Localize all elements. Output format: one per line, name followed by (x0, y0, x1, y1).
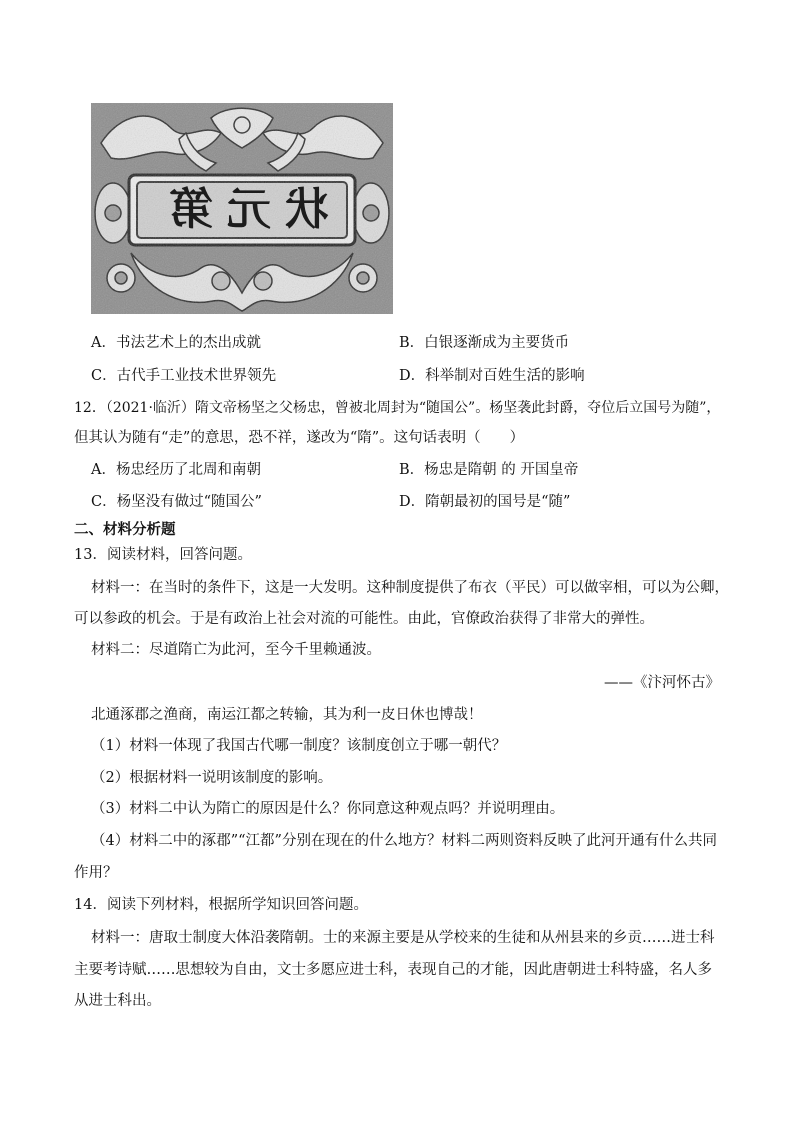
q12-option-c: C．杨坚没有做过“随国公” (91, 494, 262, 510)
q13-stem: 13．阅读材料，回答问题。 (74, 547, 252, 563)
section-title: 二、材料分析题 (74, 521, 176, 538)
q12-option-d: D．隋朝最初的国号是“随” (399, 494, 571, 510)
q13-subquestion-4-line2: 作用？ (74, 865, 118, 881)
q14-material1-line2: 主要考诗赋……思想较为自由，文士多愿应进士科，表现自己的才能，因此唐朝进士科特盛，名人多 (74, 962, 712, 978)
q13-subquestion-1: （1）材料一体现了我国古代哪一制度？该制度创立于哪一朝代？ (91, 738, 507, 754)
q14-material1-line3: 从进士科出。 (74, 993, 161, 1009)
q11-option-b: B．白银逐渐成为主要货币 (399, 335, 570, 351)
q13-material1-line1: 材料一：在当时的条件下，这是一大发明。这种制度提供了布衣（平民）可以做宰相，可以为公卿， (91, 580, 729, 596)
q13-material1-line2: 可以参政的机会。于是有政治上社会对流的可能性。由此，官僚政治获得了非常大的弹性。 (74, 611, 654, 627)
q13-material2-line1: 材料二：尽道隋亡为此河，至今千里赖通波。 (91, 642, 381, 658)
plaque-text: 状元第 (155, 184, 329, 235)
q12-stem-line1: 12．（2021·临沂）隋文帝杨坚之父杨忠，曾被北周封为“随国公”。杨坚袭此封爵，夺位后立国号为随”， (74, 400, 721, 416)
q13-subquestion-3: （3）材料二中认为隋亡的原因是什么？你同意这种观点吗？并说明理由。 (91, 801, 565, 817)
q13-material2-line2: 北通涿郡之渔商，南运江都之转输，其为利一皮日休也博哉！ (91, 707, 483, 723)
q11-option-d: D．科举制对百姓生活的影响 (399, 368, 585, 384)
q11-option-a: A．书法艺术上的杰出成就 (91, 335, 261, 351)
q14-stem: 14．阅读下列材料，根据所学知识回答问题。 (74, 897, 368, 913)
q12-stem-line2: 但其认为随有“走”的意思，恐不祥，遂改为“隋”。这句话表明（ ） (74, 430, 525, 446)
q12-option-b: B．杨忠是隋朝 的 开国皇帝 (399, 462, 579, 478)
q11-option-c: C．古代手工业技术世界领先 (91, 368, 277, 384)
zhuangyuan-plaque-image (91, 103, 393, 314)
q13-subquestion-4-line1: （4）材料二中的涿郡”“江都”分别在现在的什么地方？材料二两则资料反映了此河开通有什么共同 (91, 833, 717, 849)
q14-material1-line1: 材料一：唐取士制度大体沿袭隋朝。士的来源主要是从学校来的生徒和从州县来的乡贡……进士科 (91, 930, 715, 946)
q12-option-a: A．杨忠经历了北周和南朝 (91, 462, 261, 478)
q13-material2-source: ——《汴河怀古》 (604, 675, 720, 691)
q13-subquestion-2: （2）根据材料一说明该制度的影响。 (91, 770, 333, 786)
